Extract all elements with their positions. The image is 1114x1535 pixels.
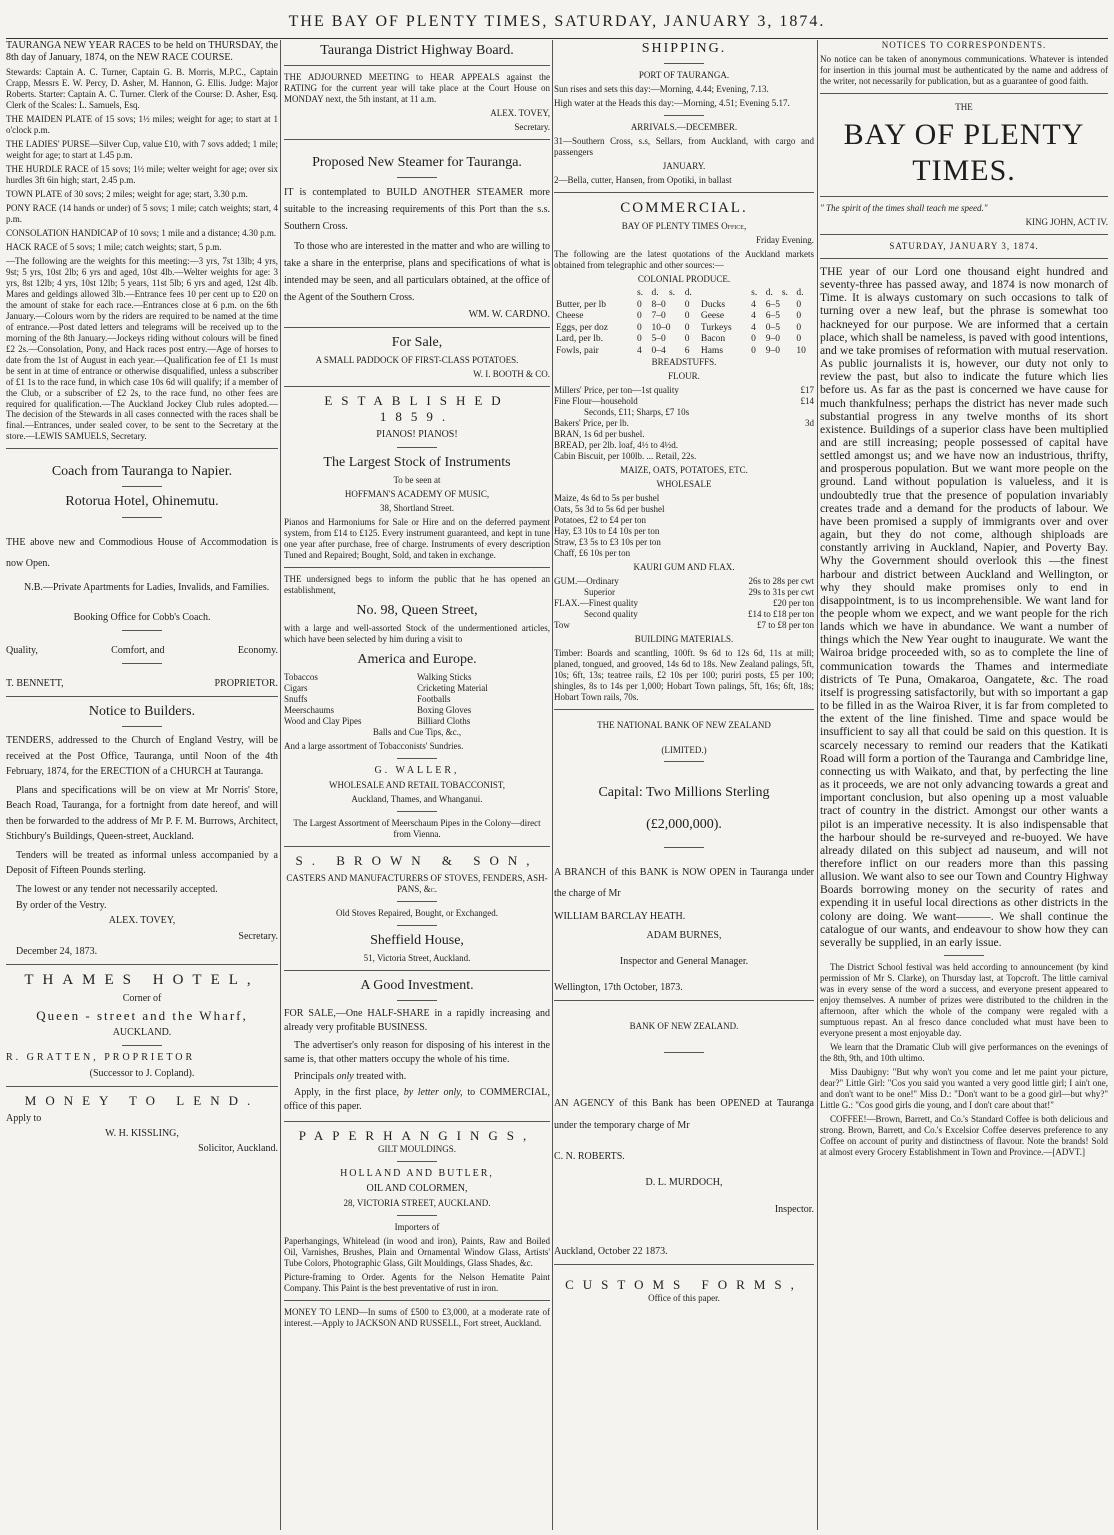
steamer-signature: WM. W. CARDNO. <box>468 309 550 320</box>
goods-item: Cigars <box>284 682 308 693</box>
builders-p3: Tenders will be treated as informal unless accompanied by a Deposit of Fifteen Pounds sterling. <box>6 849 278 877</box>
divider <box>397 901 437 902</box>
race-item: THE HURDLE RACE of 15 sovs; 1½ mile; welter weight for age; over six hurdles 3ft 6in high; start, 2.45 p.m. <box>6 164 278 186</box>
column-2 <box>284 40 550 1530</box>
commercial-office: BAY OF PLENTY TIMES Office, <box>621 221 747 232</box>
national-bank-limited: (LIMITED.) <box>661 744 707 755</box>
flour-row <box>554 385 814 396</box>
highway-signature: ALEX. TOVEY, <box>490 107 550 118</box>
thames-street: Queen - street and the Wharf, <box>36 1008 248 1024</box>
divider <box>664 761 704 762</box>
cell: 8–0 <box>651 299 666 310</box>
instruments-seen: To be seen at <box>393 475 441 486</box>
bran-line: BRAN, 1s 6d per bushel. <box>554 429 645 440</box>
biscuit-line: Cabin Biscuit, per 100lb. ... Retail, 22s. <box>554 451 697 462</box>
bnz-title: BANK OF NEW ZEALAND. <box>629 1021 739 1032</box>
header-cell: d. <box>765 287 773 298</box>
investment-p4 <box>284 1086 550 1115</box>
divider <box>397 1215 437 1216</box>
sheffield-address: 51, Victoria Street, Auckland. <box>363 952 471 963</box>
kauri-item: Second quality <box>584 608 638 619</box>
branch-manager: WILLIAM BARCLAY HEATH. <box>554 910 686 922</box>
divider <box>820 196 1108 197</box>
high-water: High water at the Heads this day:—Morning, 4.51; Evening 5.17. <box>554 98 790 109</box>
port-title: PORT OF TAURANGA. <box>638 70 730 81</box>
school-festival: The District School festival was held according to announcement (by kind permission of Mr S. Clarke), on Thursday last, at Topcroft. The little carnival was in every sense of the word a success, and everyone present appeared to enjoy themselves. A number of prizes were distributed to the children in the afternoon, after which the whole of the company were regaled with a sumptuous repast. An al fresco dance concluded what must have been to everyone present a most enjoyable day. <box>820 962 1108 1038</box>
flour-price: £17 <box>800 385 814 396</box>
cell: 0 <box>684 322 690 333</box>
flour-item: Bakers' Price, per lb. <box>554 418 629 429</box>
builders-signature-role: Secretary. <box>238 930 278 942</box>
divider <box>820 93 1108 94</box>
gratten-line: R. GRATTEN, PROPRIETOR <box>6 1052 196 1064</box>
divider <box>122 663 162 664</box>
cell: 0 <box>684 334 690 345</box>
money-title: MONEY TO LEND. <box>24 1092 260 1108</box>
cell: 4 <box>636 345 642 356</box>
instruments-place: HOFFMAN'S ACADEMY OF MUSIC, <box>344 489 490 500</box>
waller-place: America and Europe. <box>357 651 477 667</box>
maize-list <box>554 493 814 559</box>
flour-item: Millers' Price, per ton—1st quality <box>554 385 679 396</box>
column-3 <box>554 40 814 1530</box>
builders-signature: ALEX. TOVEY, <box>108 915 176 927</box>
divider <box>397 758 437 759</box>
wellington-date: Wellington, 17th October, 1873. <box>554 982 683 993</box>
divider <box>820 258 1108 259</box>
pianos-line: PIANOS! PIANOS! <box>376 428 458 440</box>
race-conditions: —The following are the weights for this meeting:—3 yrs, 7st 13lb; 4 yrs, 9st; 5 yrs, 10st 2lb; 6 yrs and aged, 10st 4lb.—Welter weights for age: 3 yrs, 8st 12lb; 4 yrs, 10st 12lb; 5 years, 11st 5lb; 6 yrs and aged, 12st 4lb. Mares and geldings allowed 3lb.—Entrance fees 10 per cent up to £20 on the amount of stake for each race.—Entrances close at 6 p.m. on the 6th January.—Colours worn by the riders are required to be named at the time of entrance.—Post dated letters and telegrams will be received up to the morning of the 8th January.—Jockeys riding without colours will be fined £2 2s.—Consolation, Pony, and Hack races post entry.—Age of horses to date from the 1st of August in each year.—Qualification fee of £1 1s must be sent in at time of entrance or otherwise disqualified, unless a subscriber of £1 1s to the race fund, in which case 10s 6d will qualify; if a member of the Club, or a subscriber of £2 2s, to the race fund, no other fees are required for qualification.—The Auckland Jockey Club rules adopted.—The decision of the Stewards in all cases connected with the races shall be final.—Entrances, under sealed cover, to be sent to the Secretary at the store.—LEWIS SAMUELS, Secretary. <box>6 255 278 442</box>
daubigny-anecdote: Miss Daubigny: "But why won't you come and let me paint your picture, dear?" Little Girl: "Cos you said you wanted a very good little girl; I ain't one, and don't want to be one!" Miss D.: "Don't want to be a good girl—but why?" Little G.: "Cos good girls die young, and I don't care about that!" <box>820 1066 1108 1110</box>
divider <box>397 177 437 178</box>
investment-p3 <box>284 1071 550 1083</box>
goods-item: Cricketing Material <box>417 682 488 693</box>
races-stewards: Stewards: Captain A. C. Turner, Captain G. B. Morris, M.P.C., Captain Crapp, Messrs E. W. Percy, D. Asher, M. Hannon, G. Ellis. Judge: Major Roberts. Starter: Captain A. C. Turner. Clerk of the Course: D. Asher, Esq. Clerk of the Scales: L. Samuels, Esq. <box>6 67 278 111</box>
the-label: THE <box>955 101 973 112</box>
highway-signature-role: Secretary. <box>514 121 550 132</box>
cell: 0 <box>751 334 756 345</box>
building-title: BUILDING MATERIALS. <box>634 633 734 644</box>
waller-intro: THE undersigned begs to inform the public that he has opened an establishment, <box>284 573 550 595</box>
proprietor-name: T. BENNETT, <box>6 677 64 689</box>
flour-price: £14 <box>800 396 814 407</box>
races-intro: TAURANGA NEW YEAR RACES to be held on THURSDAY, the 8th day of January, 1874, on the NEW RACE COURSE. <box>6 40 278 64</box>
list-item: Chaff, £6 10s per ton <box>554 547 631 558</box>
shipping-title: SHIPPING. <box>641 41 727 56</box>
capital-title: Capital: Two Millions Sterling <box>598 785 770 801</box>
comfort-label: Comfort, and <box>111 644 165 656</box>
divider <box>284 139 550 140</box>
cell: 4 <box>751 299 756 310</box>
editorial: THE year of our Lord one thousand eight hundred and seventy-three has passed away, and 1874 is now monarch of Time. It is always customary on such occasions to talk of turning over a new leaf, but the phrase is somewhat too hackneyed for our purpose. We are informed that a certain place, which shall be nameless, is paved with good intentions, and we take promises of reformation with mutual reservation. As public journalists it is, however, our duty not only to review the past, but also to indicate the future which lies before us. As far as the past is concerned we have cause for much thankfulness; perhaps the district has never made such substantial progress in any twelve months of its short existence. Buildings of a superior class have been multiplied and are still increasing; people possessed of capital have settled amongst us; and we have now an industrious, thrifty, and prosperous population. But we want more people on the ground. Land without population is valueless, and it is undoubtedly true that the presence of population invariably creates trade and a demand for the products of labour. We have been promised a supply of immigrants over and over again, but they do not come, although shiploads are constantly arriving in Auckland, Napier, and Poverty Bay. Why the Government should overlook this —the finest harbour and district between Auckland and Wellington, or why they should make promises only to end in disappointment, is to us incomprehensible. We want land for the people whom we expect, and we want people for the rich lands which we have in abundance. We want a number of things which the New Year ought to inaugurate. We want the Wairoa bridge proceeded with, so as to complete the line of communication towards the Thames and intermediate districts of Te Puna, Omakaroa, Oangatete, &c. The road itself is progressing satisfactorily, but with so important a gap to be filled in as the Wairoa River, it is far from completed to the extent of the line finished. Time and space would be insufficient to say all that could be said on this question. It is scarcely necessary to remind our readers that the Katikati Road will form a portion of the Tauranga and Cambridge line, connecting us with Waikato, and that, by perfecting the line as it proceeds, we are not only advancing towards a great and important conclusion, but also opening up a most valuable tract of country in the district. Amongst our other wants a pilot is an imperative necessity. It is also indispensable that the harbour should be re-surveyed and re-buoyed. We have already dilated on this subject ad nauseum, and will not therefore inflict on our readers more than this passing allusion. We want also to see our Town and Country Highway Boards borrowing money on the security of rates and expending it in useful local directions as other districts in the colony are doing. We want———. We shall continue the catalogue of our wants, and endeavour to show how they can severally be supplied, in an early issue. <box>820 264 1108 949</box>
arrival-entry: 2—Bella, cutter, Hansen, from Opotiki, in ballast <box>554 174 732 185</box>
customs-title: CUSTOMS FORMS, <box>565 1276 803 1292</box>
investment-p1: FOR SALE,—One HALF-SHARE in a rapidly increasing and already very profitable BUSINESS. <box>284 1007 550 1034</box>
flour-row <box>554 418 814 429</box>
waller-name: G. WALLER, <box>374 764 460 776</box>
list-item: Maize, 4s 6d to 5s per bushel <box>554 493 660 504</box>
burnes-name: ADAM BURNES, <box>646 929 722 941</box>
wholesale-label: WHOLESALE <box>656 479 712 490</box>
divider <box>284 846 550 847</box>
header-cell: d. <box>684 287 692 298</box>
commercial-evening: Friday Evening. <box>756 235 814 246</box>
table-row <box>554 346 814 358</box>
cell: Bacon <box>700 334 726 345</box>
building-body: Timber: Boards and scantling, 100ft. 9s 6d to 12s 6d, 11s at mill; planed, tongued, and grooved, 14s 6d to 18s. New Zealand palings, 5ft, 10s; 6ft, 13s; teatree rails, £2 10s per 100; puriri posts, £5 per 100; shingles, 8s to 14s per 1,000; Hobart Town palings, 5ft, 16s; 6ft, 18s; Hobart Town rails, 70s. <box>554 647 814 702</box>
coffee-advert: COFFEE!—Brown, Barrett, and Co.'s Standard Coffee is both delicious and strong. Brown, Barrett, and Co.'s Excelsior Coffee deserves preference to any Coffee on account of purity and distinctness of flavour. Note the brands! Sold at almost every Grocery Establishment in Town and Province.—[ADVT.] <box>820 1113 1108 1157</box>
cell: Fowls, pair <box>556 345 599 356</box>
steamer-p1: IT is contemplated to BUILD ANOTHER STEAMER more suitable to the increasing requirements of this Port than the s.s. Southern Cross. <box>284 187 550 232</box>
investment-title: A Good Investment. <box>360 977 474 993</box>
cell: Butter, per lb <box>556 299 607 310</box>
cell: Cheese <box>556 311 584 322</box>
divider <box>554 1000 814 1001</box>
sun-times: Sun rises and sets this day:—Morning, 4.44; Evening, 7.13. <box>554 84 769 95</box>
produce-table <box>554 288 814 357</box>
divider <box>122 486 162 487</box>
cell: 0 <box>684 299 690 310</box>
instruments-address: 38, Shortland Street. <box>380 503 454 514</box>
rotorua-body: THE above new and Commodious House of Accommodation is now Open. <box>6 536 278 569</box>
waller-address: No. 98, Queen Street, <box>356 602 478 618</box>
table-row <box>554 311 814 323</box>
divider <box>554 192 814 193</box>
branch-notice: A BRANCH of this BANK is NOW OPEN in Tauranga under the charge of Mr <box>554 866 814 899</box>
divider <box>397 811 437 812</box>
produce-header <box>554 288 814 300</box>
notices-body: No notice can be taken of anonymous communications. Whatever is intended for insertion in this journal must be authenticated by the name and address of the writer, not necessarily for publication, but as a guarantee of good faith. <box>820 53 1108 86</box>
divider <box>6 696 278 697</box>
steamer-p2: To those who are interested in the matter and who are willing to take a share in the enterprise, plans and specifications of what is intended may be seen, and all particulars obtained, at the office of the Agent of the Southern Cross. <box>284 241 550 303</box>
rotorua-title: Rotorua Hotel, Ohinemutu. <box>65 494 219 510</box>
brown-title: S. BROWN & SON, <box>295 852 539 868</box>
thames-city: AUCKLAND. <box>112 1027 172 1039</box>
divider <box>284 1300 550 1301</box>
cell: 7–0 <box>651 311 666 322</box>
money-name: W. H. KISSLING, <box>105 1127 179 1139</box>
cell: 10–0 <box>651 322 671 333</box>
divider <box>284 327 550 328</box>
goods-item: Billiard Cloths <box>417 715 471 726</box>
goods-item: Boxing Gloves <box>417 704 472 715</box>
goods-item: Tobaccos <box>284 672 318 682</box>
divider <box>397 1161 437 1162</box>
capital-amount: (£2,000,000). <box>646 816 722 832</box>
kauri-item: Tow <box>554 619 570 630</box>
kauri-row <box>554 609 814 620</box>
kauri-item: FLAX.—Finest quality <box>554 597 639 608</box>
cell: 4 <box>751 322 756 333</box>
divider <box>397 1000 437 1001</box>
divider <box>664 63 704 64</box>
race-item: TOWN PLATE of 30 sovs; 2 miles; weight for age; start, 3.30 p.m. <box>6 189 248 200</box>
cell: 0–4 <box>651 345 666 356</box>
gratten-successor: (Successor to J. Copland). <box>89 1067 195 1079</box>
cell: 6–5 <box>765 299 780 310</box>
holland-name: HOLLAND AND BUTLER, <box>340 1167 494 1179</box>
issue-date: SATURDAY, JANUARY 3, 1874. <box>889 240 1039 251</box>
cell: 0 <box>751 345 756 356</box>
sale-signature: W. I. BOOTH & CO. <box>473 369 550 380</box>
customs-subtitle: Office of this paper. <box>648 1292 720 1303</box>
builders-title: Notice to Builders. <box>88 704 196 720</box>
masthead: THE BAY OF PLENTY TIMES, SATURDAY, JANUARY 3, 1874. <box>288 13 826 30</box>
cell: 0 <box>796 322 802 333</box>
waller-body: with a large and well-assorted Stock of the undermentioned articles, which have been selected by him during a visit to <box>284 622 550 644</box>
divider <box>944 955 984 956</box>
cell: Turkeys <box>700 322 732 333</box>
race-item: CONSOLATION HANDICAP of 10 sovs; 1 mile and a distance; 4.30 p.m. <box>6 227 277 238</box>
kauri-item: Superior <box>584 586 615 597</box>
cell: 5–0 <box>651 334 666 345</box>
builders-p2: Plans and specifications will be on view at Mr Norris' Store, Beach Road, Tauranga, for a fortnight from date hereof, and will then be forwarded to the address of Mr P. F. M. Burrows, Architect, Stichbury's Buildings, Queen-street, Auckland. <box>6 784 278 843</box>
builders-p5: By order of the Vestry. <box>16 900 107 912</box>
established-title: ESTABLISHED 1859. <box>324 393 510 425</box>
cell: 6 <box>684 345 690 356</box>
divider <box>284 65 550 66</box>
divider <box>284 386 550 387</box>
race-item: HACK RACE of 5 sovs; 1 mile; catch weights; start, 5 p.m. <box>6 241 222 252</box>
cell: 4 <box>751 311 756 322</box>
header-cell: s. <box>751 287 758 298</box>
flour-price: 3d <box>805 418 814 429</box>
sale-title: For Sale, <box>391 335 443 351</box>
race-item: THE LADIES' PURSE—Silver Cup, value £10, with 7 sovs added; 1 mile; weight for age; to start at 1.45 p.m. <box>6 139 278 161</box>
maize-title: MAIZE, OATS, POTATOES, ETC. <box>620 465 748 476</box>
divider <box>397 925 437 926</box>
arrival-entry: 31—Southern Cross, s.s, Sellars, from Auckland, with cargo and passengers <box>554 135 814 157</box>
cell: 9–0 <box>765 334 780 345</box>
kauri-price: £14 to £18 per ton <box>748 608 814 619</box>
proprietor-role: PROPRIETOR. <box>214 677 278 689</box>
highway-title: Tauranga District Highway Board. <box>320 43 514 58</box>
holland-address: 28, VICTORIA STREET, AUCKLAND. <box>343 1198 491 1209</box>
divider <box>122 630 162 631</box>
brown-trade: CASTERS AND MANUFACTURERS OF STOVES, FENDERS, ASH-PANS, &c. <box>286 872 548 894</box>
instruments-title: The Largest Stock of Instruments <box>323 455 511 471</box>
goods-item: Walking Sticks <box>417 672 472 682</box>
cell: 10 <box>796 345 806 356</box>
investment-p4-end: to COMMERCIAL, office of this paper. <box>284 1086 550 1113</box>
flour-row <box>554 396 814 407</box>
cell: Ducks <box>700 299 726 310</box>
holland-trade: OIL AND COLORMEN, <box>366 1182 468 1194</box>
column-1 <box>6 40 278 1530</box>
waller-towns: Auckland, Thames, and Whanganui. <box>351 793 483 804</box>
divider <box>664 1052 704 1053</box>
divider <box>6 448 278 449</box>
motto-source: KING JOHN, ACT IV. <box>1025 217 1108 227</box>
table-row <box>554 334 814 346</box>
qualities-row <box>6 645 278 657</box>
cell: Hams <box>700 345 724 356</box>
divider <box>284 567 550 568</box>
list-item: Oats, 5s 3d to 5s 6d per bushel <box>554 504 665 515</box>
column-4 <box>820 40 1108 1530</box>
kauri-item: GUM.—Ordinary <box>554 575 619 586</box>
goods-balls: Balls and Cue Tips, &c., <box>372 726 462 737</box>
list-item: Potatoes, £2 to £4 per ton <box>554 515 646 526</box>
kauri-price: £7 to £8 per ton <box>757 619 814 630</box>
commercial-title: COMMERCIAL. <box>620 199 748 216</box>
kauri-price: 26s to 28s per cwt <box>748 575 814 586</box>
cell: 0 <box>636 322 642 333</box>
divider <box>284 970 550 971</box>
national-bank-title: THE NATIONAL BANK OF NEW ZEALAND <box>597 719 771 730</box>
cell: 0 <box>684 311 690 322</box>
masthead-rule <box>6 38 1108 39</box>
brown-repair: Old Stoves Repaired, Bought, or Exchanged. <box>336 907 498 918</box>
list-item: Hay, £3 10s to £4 10s per ton <box>554 526 660 536</box>
column-divider <box>817 40 818 1530</box>
notices-title: NOTICES TO CORRESPONDENTS. <box>881 40 1047 50</box>
thames-title: THAMES HOTEL, <box>24 971 260 988</box>
table-row <box>554 323 814 335</box>
cell: 0 <box>636 311 642 322</box>
goods-left <box>284 672 362 727</box>
goods-right <box>417 672 550 727</box>
divider <box>122 726 162 727</box>
thames-corner: Corner of <box>122 993 162 1005</box>
goods-item: Footballs <box>417 693 451 704</box>
flour-row: Seconds, £11; Sharps, £7 10s <box>584 407 690 418</box>
dramatic-club: We learn that the Dramatic Club will give performances on the evenings of the 8th, 9th, and 10th ultimo. <box>820 1041 1108 1063</box>
sheffield-title: Sheffield House, <box>370 932 464 948</box>
coach-title: Coach from Tauranga to Napier. <box>51 464 233 480</box>
rotorua-note: N.B.—Private Apartments for Ladies, Invalids, and Families. <box>24 581 270 593</box>
cell: 0 <box>636 299 642 310</box>
cell: 0–5 <box>765 322 780 333</box>
builders-p1: TENDERS, addressed to the Church of England Vestry, will be received at the Post Office, Tauranga, until Noon of the 4th February, 1874, for the ERECTION of a CHURCH at Tauranga. <box>6 735 278 778</box>
investment-p4-text: Apply, in the first place, <box>294 1086 400 1098</box>
header-cell: s. <box>668 287 676 298</box>
highway-body: THE ADJOURNED MEETING to HEAR APPEALS against the RATING for the current year will take place at the Court House on MONDAY next, the 5th instant, at 11 a.m. <box>284 72 550 105</box>
breadstuffs-title: BREADSTUFFS. <box>651 357 717 368</box>
cell: 0 <box>796 299 802 310</box>
kauri-price: £20 per ton <box>773 597 814 608</box>
kauri-row <box>554 598 814 609</box>
divider <box>664 115 704 116</box>
header-cell: d. <box>796 287 804 298</box>
sale-body: A SMALL PADDOCK OF FIRST-CLASS POTATOES. <box>315 355 519 366</box>
holland-importers: Importers of <box>394 1222 440 1233</box>
goods-more: And a large assortment of Tobacconists' Sundries. <box>284 740 464 751</box>
agency-notice: AN AGENCY of this Bank has been OPENED at Tauranga under the temporary charge of Mr <box>554 1098 814 1132</box>
burnes-role: Inspector and General Manager. <box>619 955 749 967</box>
booking-office: Booking Office for Cobb's Coach. <box>73 611 211 623</box>
kauri-title: KAURI GUM AND FLAX. <box>633 561 735 572</box>
waller-pipes: The Largest Assortment of Meerschaum Pipes in the Colony—direct from Vienna. <box>293 817 541 839</box>
motto: " The spirit of the times shall teach me speed." <box>820 203 988 214</box>
investment-p3-end: treated with. <box>356 1070 407 1082</box>
table-row <box>554 300 814 312</box>
divider <box>6 964 278 965</box>
proprietor-row <box>6 678 278 690</box>
goods-item: Snuffs <box>284 693 308 704</box>
bread-line: BREAD, per 2lb. loaf, 4½ to 4½d. <box>554 440 678 451</box>
holland-body: Paperhangings, Whitelead (in wood and iron), Paints, Raw and Boiled Oil, Varnishes, Brushes, Plain and Ornamental Window Glass, Artists' Tube Colors, Photographic Glass, Gilt Mouldings, Glass Shades, &c. <box>284 1236 550 1268</box>
divider <box>122 517 162 518</box>
colonial-produce-title: COLONIAL PRODUCE. <box>637 274 731 284</box>
economy-label: Economy. <box>237 644 278 656</box>
quality-label: Quality, <box>6 644 38 656</box>
header-cell: d. <box>651 287 659 298</box>
investment-p2: The advertiser's only reason for disposing of his interest in the same is, that other matters occupy the whole of his time. <box>284 1039 550 1066</box>
goods-list <box>284 672 550 727</box>
race-item: PONY RACE (14 hands or under) of 5 sovs; 1 mile; catch weights; start, 4 p.m. <box>6 203 278 224</box>
kauri-row <box>554 587 814 598</box>
arrivals-title: ARRIVALS.—DECEMBER. <box>630 121 738 132</box>
cell: Geese <box>700 311 725 322</box>
steamer-title: Proposed New Steamer for Tauranga. <box>312 154 522 170</box>
cell: 0 <box>796 311 802 322</box>
arrivals-january: JANUARY. <box>662 160 706 171</box>
column-divider <box>280 40 281 1530</box>
investment-p3-emphasis: only <box>336 1070 354 1082</box>
cell: 6–5 <box>765 311 780 322</box>
kauri-price: 29s to 31s per cwt <box>748 586 814 597</box>
divider <box>554 1264 814 1265</box>
list-item: Straw, £3 5s to £3 10s per ton <box>554 536 661 547</box>
money-apply: Apply to <box>6 1112 42 1124</box>
divider <box>397 447 437 448</box>
header-cell: s. <box>781 287 788 298</box>
race-item: THE MAIDEN PLATE of 15 sovs; 1½ miles; weight for age; to start at 1 o'clock p.m. <box>6 114 278 136</box>
holland-body-2: Picture-framing to Order. Agents for the Nelson Hematite Paint Company. This Paint is the best preventative of rust in iron. <box>284 1271 550 1293</box>
divider <box>554 709 814 710</box>
money-lend-2: MONEY TO LEND—In sums of £500 to £3,000, at a moderate rate of interest.—Apply to JACKSON AND RUSSELL, Fort street, Auckland. <box>284 1306 550 1328</box>
auckland-date: Auckland, October 22 1873. <box>554 1245 668 1257</box>
flour-title: FLOUR. <box>668 371 700 382</box>
divider <box>122 1045 162 1046</box>
cell: 0 <box>796 334 802 345</box>
cell: 9–0 <box>765 345 780 356</box>
cell: Eggs, per doz <box>556 322 608 333</box>
investment-p3-text: Principals <box>294 1070 334 1082</box>
money-role: Solicitor, Auckland. <box>198 1143 278 1155</box>
race-list <box>6 114 278 253</box>
murdoch-role: Inspector. <box>774 1203 814 1215</box>
flour-item: Fine Flour—household <box>554 396 638 407</box>
cell: Lard, per lb. <box>556 334 603 345</box>
waller-trade: WHOLESALE AND RETAIL TOBACCONIST, <box>329 779 505 790</box>
investment-p4-emphasis: by letter only, <box>403 1086 463 1098</box>
divider <box>820 234 1108 235</box>
goods-item: Wood and Clay Pipes <box>284 715 362 726</box>
instruments-body: Pianos and Harmoniums for Sale or Hire and on the deferred payment system, from £14 to £125. Every instrument guaranteed, and kept in tune one year after purchase, free of charge. Instruments of every description Tuned and Repaired; Bought, Sold, and taken in exchange. <box>284 517 550 560</box>
divider <box>664 847 704 848</box>
murdoch-name: D. L. MURDOCH, <box>645 1177 723 1189</box>
divider <box>284 1121 550 1122</box>
kauri-row <box>554 620 814 631</box>
goods-item: Meerschaums <box>284 704 334 715</box>
paper-title: BAY OF PLENTY TIMES. <box>843 117 1085 188</box>
paperhangings-title: PAPERHANGINGS, <box>298 1127 536 1143</box>
header-cell: s. <box>636 287 644 298</box>
column-divider <box>552 40 553 1530</box>
commercial-quotations: The following are the latest quotations of the Auckland markets obtained from telegraphic and other sources:— <box>554 249 814 271</box>
builders-p4: The lowest or any tender not necessarily accepted. <box>16 883 218 895</box>
divider <box>6 1086 278 1087</box>
cell: 0 <box>636 334 642 345</box>
paperhangings-subtitle: GILT MOULDINGS. <box>377 1143 456 1154</box>
kauri-row <box>554 576 814 587</box>
agency-manager: C. N. ROBERTS. <box>554 1151 625 1163</box>
builders-date: December 24, 1873. <box>16 945 98 957</box>
